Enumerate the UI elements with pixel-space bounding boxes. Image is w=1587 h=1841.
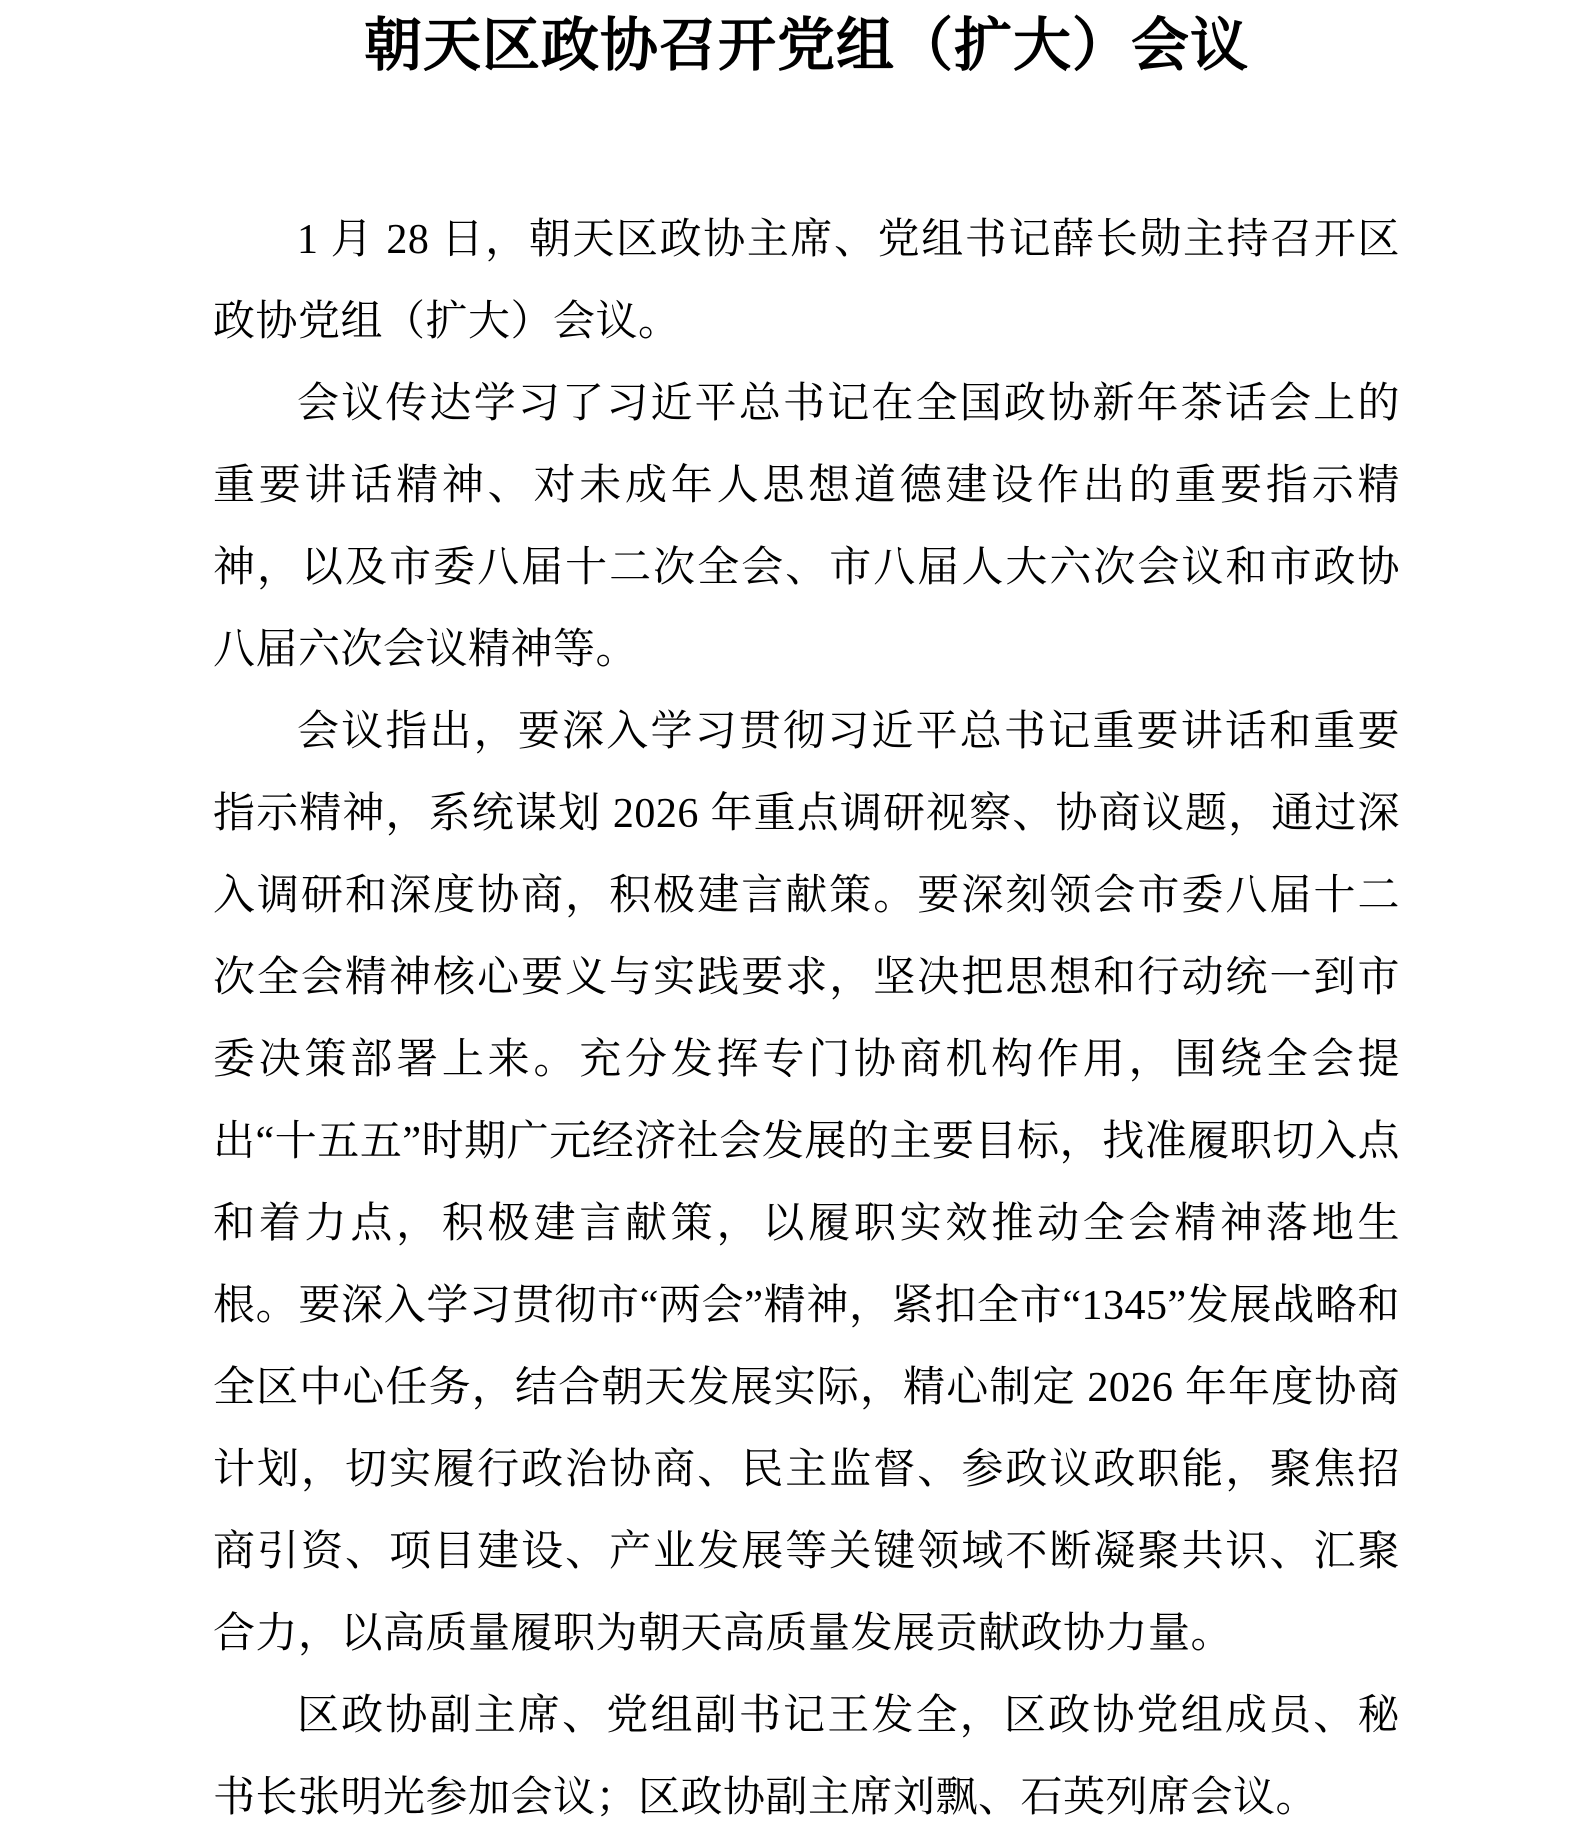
document-body [213,199,1400,1839]
paragraph-meeting-points: 会议指出，要深入学习贯彻习近平总书记重要讲话和重要指示精神，系统谋划 2026 年重点调研视察、协商议题，通过深入调研和深度协商，积极建言献策。要深刻领会市委八届十二次全会精神核心要义与实践要求，坚决把思想和行动统一到市委决策部署上来。充分发挥专门协商机构作用，围绕全会提出“十五五”时期广元经济社会发展的主要目标，找准履职切入点和着力点，积极建言献策，以履职实效推动全会精神落地生根。要深入学习贯彻市“两会”精神，紧扣全市“1345”发展战略和全区中心任务，结合朝天发展实际，精心制定 2026 年年度协商计划，切实履行政治协商、民主监督、参政议政职能，聚焦招商引资、项目建设、产业发展等关键领域不断凝聚共识、汇聚合力，以高质量履职为朝天高质量发展贡献政协力量。 [213,709,1400,1657]
paragraph-study-transmitted: 会议传达学习了习近平总书记在全国政协新年茶话会上的重要讲话精神、对未成年人思想道德建设作出的重要指示精神，以及市委八届十二次全会、市八届人大六次会议和市政协八届六次会议精神等。 [213,381,1400,673]
paragraph-attendees: 区政协副主席、党组副书记王发全，区政协党组成员、秘书长张明光参加会议；区政协副主席刘飘、石英列席会议。 [213,1693,1400,1821]
paragraph-meeting-held: 1 月 28 日，朝天区政协主席、党组书记薛长勋主持召开区政协党组（扩大）会议。 [213,217,1400,345]
document-title: 朝天区政协召开党组（扩大）会议 [363,13,1249,78]
